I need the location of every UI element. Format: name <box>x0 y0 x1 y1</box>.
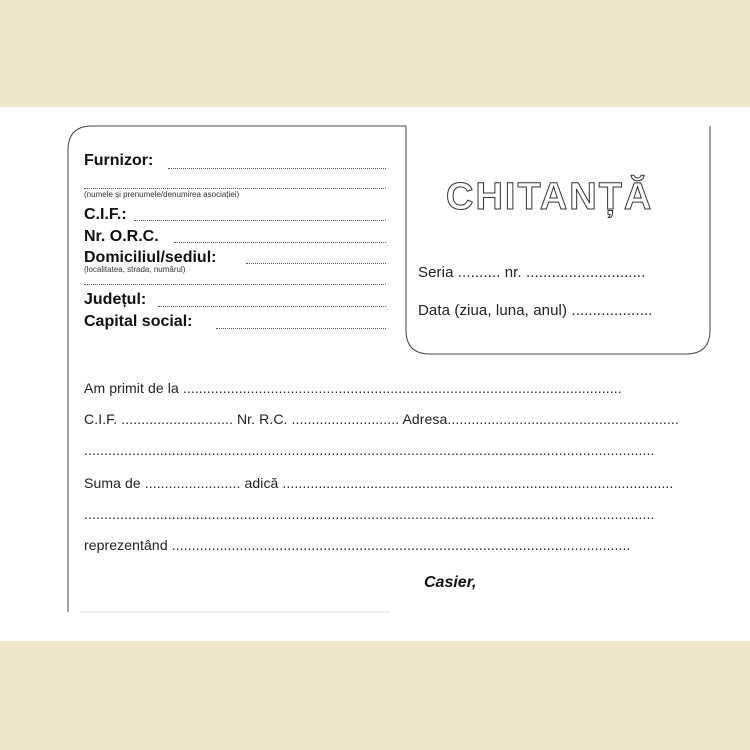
cif-label: C.I.F.: <box>84 206 127 223</box>
supplier-label: Furnizor: <box>84 152 154 169</box>
address-label: Domiciliul/sediul: <box>84 249 217 266</box>
address-field[interactable] <box>246 263 386 264</box>
orc-field[interactable] <box>174 242 386 243</box>
county-field[interactable] <box>158 306 386 307</box>
address-note: (localitatea, strada, numărul) <box>84 265 186 274</box>
received-from-line[interactable]: Am primit de la .............................................................................................................. <box>84 380 622 396</box>
supplier-note: (numele și prenumele/denumirea asociației) <box>84 190 240 199</box>
blank-line-2[interactable]: ............................................................................................................................................... <box>84 506 655 522</box>
receipt-title: CHITANȚĂ <box>446 176 654 218</box>
supplier-field[interactable] <box>168 168 386 169</box>
amount-line[interactable]: Suma de ........................ adică .................................................................................................. <box>84 475 674 491</box>
capital-field[interactable] <box>216 328 386 329</box>
date-line[interactable]: Data (ziua, luna, anul) ................... <box>418 302 653 319</box>
cif-rc-address-line[interactable]: C.I.F. ............................ Nr. R.C. ........................... Adresa.......................................................... <box>84 411 679 427</box>
capital-label: Capital social: <box>84 313 193 330</box>
address-field-line-2[interactable] <box>84 284 386 285</box>
blank-line-1[interactable]: ............................................................................................................................................... <box>84 442 655 458</box>
supplier-field-line-2[interactable] <box>84 188 386 189</box>
orc-label: Nr. O.R.C. <box>84 228 159 245</box>
series-number-line[interactable]: Seria .......... nr. ............................ <box>418 264 646 281</box>
cif-field[interactable] <box>134 220 386 221</box>
cashier-label: Casier, <box>424 574 477 591</box>
county-label: Județul: <box>84 291 147 308</box>
representing-line[interactable]: reprezentând ................................................................................................................... <box>84 537 631 553</box>
